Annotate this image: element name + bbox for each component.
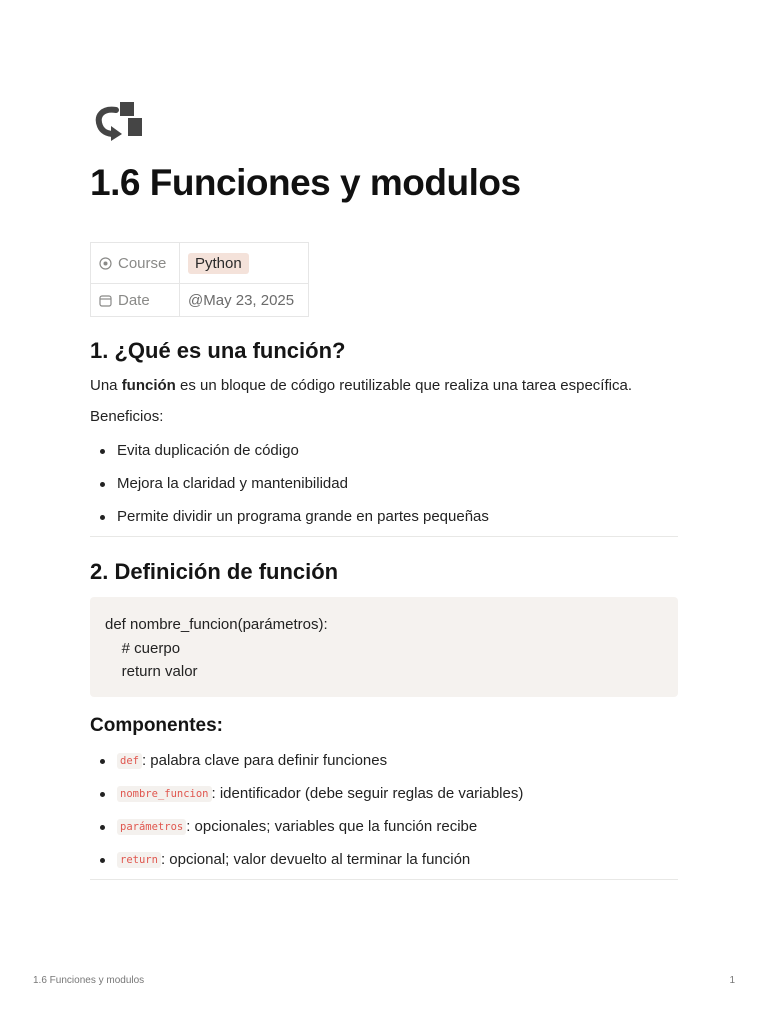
section-heading-que-es-funcion: 1. ¿Qué es una función?: [90, 338, 346, 363]
list-item-text: : opcional; valor devuelto al terminar la función: [160, 851, 471, 868]
divider: [90, 536, 678, 537]
intro-bold: función: [121, 377, 176, 394]
target-icon: [99, 257, 112, 270]
footer-page-number: 1: [729, 975, 735, 986]
benefits-label: Beneficios:: [90, 408, 164, 425]
inline-code: parámetros: [117, 819, 186, 835]
list-item-text: : identificador (debe seguir reglas de variables): [211, 785, 524, 802]
section-heading-definicion: 2. Definición de función: [90, 559, 339, 584]
footer-title: 1.6 Funciones y modulos: [33, 975, 145, 986]
intro-text-after: es un bloque de código reutilizable que realiza una tarea específica.: [175, 377, 632, 394]
list-item: [90, 784, 523, 817]
inline-code: nombre_funcion: [117, 786, 212, 802]
intro-text-before: Una: [90, 377, 122, 394]
property-value-course[interactable]: [180, 243, 309, 284]
code-line: def nombre_funcion(parámetros):: [105, 616, 328, 633]
page-title: 1.6 Funciones y modulos: [90, 162, 521, 203]
inline-code: return: [117, 852, 161, 868]
components-heading: Componentes:: [90, 715, 223, 736]
divider: [90, 879, 678, 880]
property-row-course: [91, 243, 309, 284]
code-line: return valor: [105, 663, 198, 680]
calendar-icon: [99, 294, 112, 307]
list-item: [90, 817, 523, 850]
benefits-list: [90, 441, 489, 540]
property-value-date[interactable]: @May 23, 2025: [180, 284, 309, 317]
course-label: Course: [118, 254, 167, 272]
list-item: [90, 751, 523, 784]
property-key-course: [91, 243, 180, 284]
intro-paragraph: [90, 377, 632, 394]
list-item-text: : opcionales; variables que la función recibe: [186, 818, 478, 835]
date-label: Date: [118, 291, 150, 309]
properties-table: [90, 242, 309, 317]
code-block[interactable]: [90, 597, 678, 697]
property-key-date: [91, 284, 180, 317]
list-item-text: : palabra clave para definir funciones: [141, 752, 388, 769]
arrow-and-blocks-icon: [94, 100, 142, 142]
list-item: Mejora la claridad y mantenibilidad: [90, 474, 489, 507]
components-list: [90, 751, 523, 883]
course-tag[interactable]: Python: [188, 253, 249, 274]
inline-code: def: [117, 753, 142, 769]
code-line: # cuerpo: [105, 639, 181, 657]
list-item: Permite dividir un programa grande en partes pequeñas: [90, 507, 489, 540]
list-item: Evita duplicación de código: [90, 441, 489, 474]
property-row-date: [91, 284, 309, 317]
